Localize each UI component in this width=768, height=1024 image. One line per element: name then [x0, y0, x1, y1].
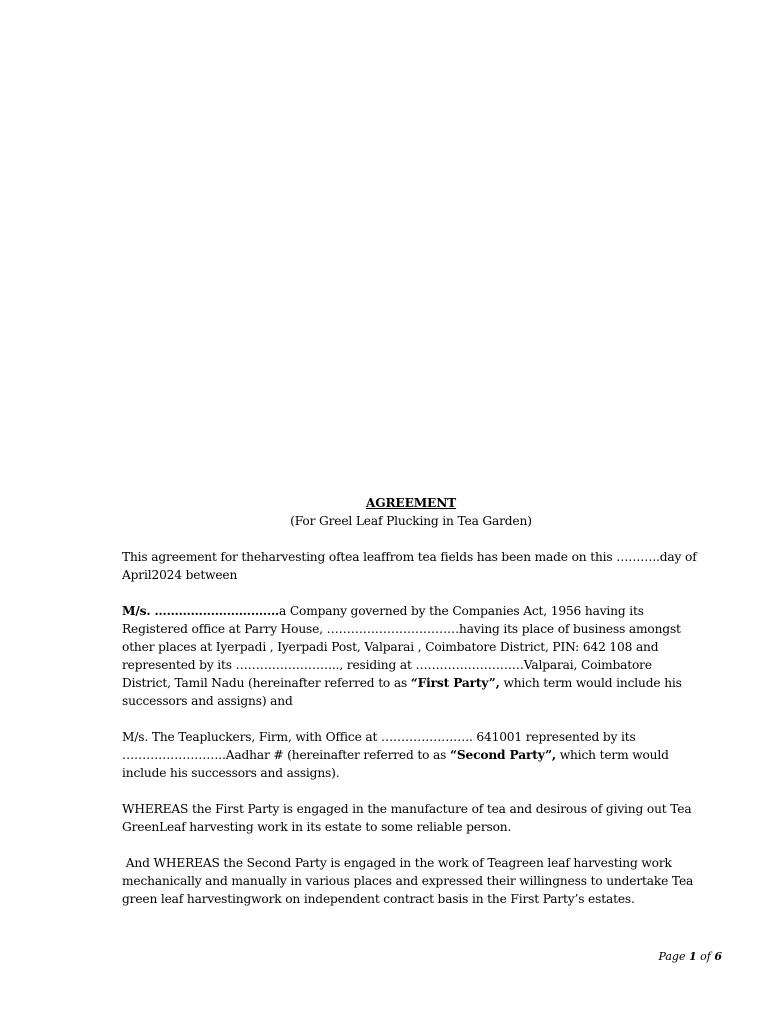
document-subtitle: (For Greel Leaf Plucking in Tea Garden) — [290, 514, 532, 528]
whereas-paragraph-2: And WHEREAS the Second Party is engaged in the work of Teagreen leaf harvesting work mechanically and manually in various places and expressed their willingness to undertake Tea green leaf harvestingwork on independent contract basis in the First Party’s estates. — [122, 856, 697, 906]
second-party-paragraph — [122, 728, 700, 782]
second-party-text-end: which term would include his successors and assigns). — [122, 748, 669, 780]
first-party-label: “First Party”, — [410, 676, 500, 690]
first-party-paragraph — [122, 602, 700, 710]
intro-paragraph: This agreement for theharvesting oftea leaffrom tea fields has been made on this ………..day of April2024 between — [122, 550, 697, 582]
document-title: AGREEMENT — [365, 496, 457, 510]
page-current: 1 — [688, 950, 697, 963]
first-party-lead: M/s. ……………………….… — [122, 604, 280, 618]
page-total: 6 — [714, 950, 722, 963]
first-party-text: a Company governed by the Companies Act, 1956 having its Registered office at Parry House, ……………………………having its place of business amongst other places at Iyerpadi , Iyerpadi Post, Valparai , Coimbatore District, PIN: 642 108 and represented by its …………………….., residing at ………………………Valparai, Coimbatore District, Tamil Nadu (hereinafter referred to as — [122, 604, 681, 690]
of-word: of — [700, 950, 711, 963]
agreement-document — [122, 494, 700, 926]
page-word: Page — [658, 950, 686, 963]
second-party-label: “Second Party”, — [449, 748, 557, 762]
first-party-text-end: which term would include his successors and assigns) and — [122, 676, 682, 708]
whereas-paragraph-1: WHEREAS the First Party is engaged in the manufacture of tea and desirous of giving out Tea GreenLeaf harvesting work in its estate to some reliable person. — [122, 802, 692, 834]
page-number — [658, 950, 722, 963]
second-party-text: M/s. The Teapluckers, Firm, with Office at ………………….. 641001 represented by its ……………………..Aadhar # (hereinafter referred to as — [122, 730, 636, 762]
